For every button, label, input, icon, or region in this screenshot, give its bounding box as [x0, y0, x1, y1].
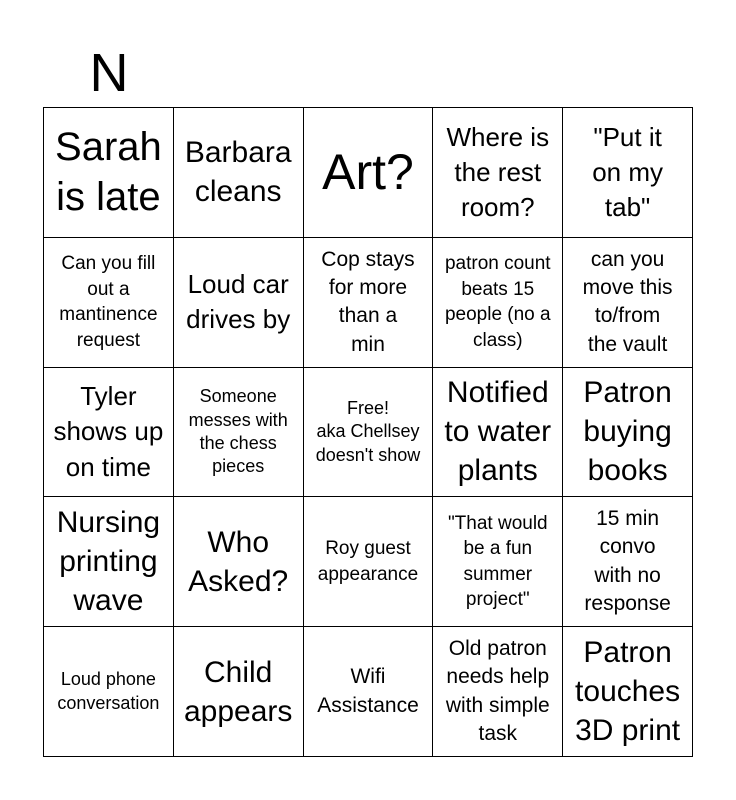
- cell-text: Art?: [322, 144, 414, 201]
- cell-text: Free! aka Chellsey doesn't show: [315, 397, 421, 465]
- bingo-cell[interactable]: [174, 497, 304, 627]
- bingo-cell[interactable]: [304, 497, 434, 627]
- cell-text: Notified to water plants: [444, 376, 552, 488]
- cell-text: Patron touches 3D print: [575, 636, 681, 748]
- bingo-cell[interactable]: [433, 497, 563, 627]
- bingo-cell[interactable]: [304, 238, 434, 368]
- bingo-cell[interactable]: [44, 497, 174, 627]
- bingo-cell[interactable]: [433, 627, 563, 757]
- bingo-cell[interactable]: [563, 627, 693, 757]
- cell-text: Tyler shows up on time: [53, 381, 164, 482]
- cell-text: Who Asked?: [188, 525, 289, 598]
- bingo-cell[interactable]: [304, 108, 434, 238]
- cell-text: Child appears: [183, 655, 293, 728]
- cell-text: patron count beats 15 people (no a class): [444, 252, 551, 351]
- cell-text: Old patron needs help with simple task: [445, 636, 550, 745]
- bingo-cell[interactable]: [433, 108, 563, 238]
- cell-text: Can you fill out a mantinence request: [59, 252, 158, 351]
- bingo-cell[interactable]: [563, 108, 693, 238]
- cell-text: Cop stays for more than a min: [321, 247, 415, 356]
- cell-text: Where is the rest room?: [446, 121, 550, 222]
- bingo-cell[interactable]: [174, 368, 304, 498]
- bingo-cell[interactable]: [174, 108, 304, 238]
- cell-text: Someone messes with the chess pieces: [188, 386, 288, 477]
- cell-text: "That would be a fun summer project": [447, 512, 548, 611]
- bingo-cell[interactable]: [44, 108, 174, 238]
- bingo-title-letter: N: [89, 43, 129, 103]
- bingo-cell[interactable]: [433, 238, 563, 368]
- bingo-cell[interactable]: [304, 627, 434, 757]
- bingo-cell[interactable]: [44, 238, 174, 368]
- cell-text: "Put it on my tab": [592, 121, 663, 222]
- bingo-cell[interactable]: [563, 368, 693, 498]
- bingo-cell[interactable]: [563, 497, 693, 627]
- cell-text: can you move this to/from the vault: [582, 247, 673, 356]
- bingo-cell[interactable]: [174, 627, 304, 757]
- bingo-cell[interactable]: [44, 627, 174, 757]
- cell-text: 15 min convo with no response: [584, 507, 671, 616]
- cell-text: Roy guest appearance: [317, 538, 419, 585]
- bingo-cell[interactable]: [174, 238, 304, 368]
- bingo-cell[interactable]: [563, 238, 693, 368]
- cell-text: Sarah is late: [55, 125, 162, 220]
- cell-text: Loud phone conversation: [57, 669, 160, 713]
- cell-text: Loud car drives by: [186, 269, 291, 335]
- bingo-board: [43, 107, 693, 757]
- cell-text: Barbara cleans: [184, 136, 292, 209]
- bingo-cell[interactable]: [44, 368, 174, 498]
- bingo-cell[interactable]: [433, 368, 563, 498]
- bingo-cell[interactable]: [304, 368, 434, 498]
- cell-text: Patron buying books: [583, 376, 672, 488]
- cell-text: Nursing printing wave: [56, 506, 161, 618]
- cell-text: Wifi Assistance: [317, 665, 419, 717]
